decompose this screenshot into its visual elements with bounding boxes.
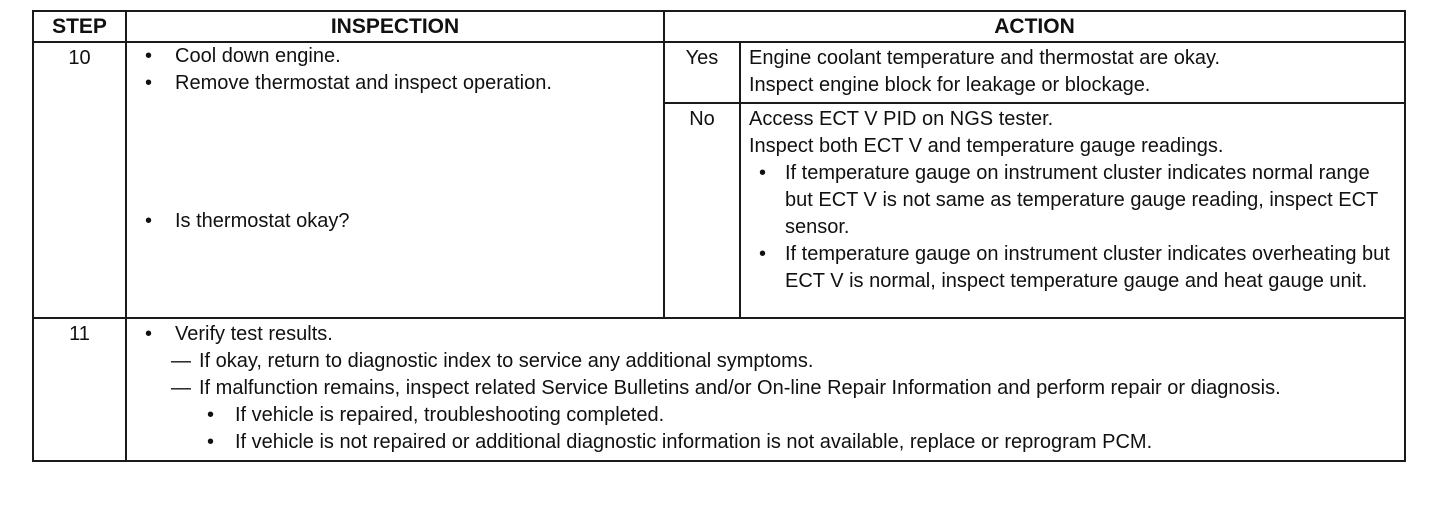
header-row — [33, 11, 1405, 42]
step-10-inspection-list — [127, 43, 663, 97]
dash-mark: — — [171, 350, 191, 372]
list-item: • If vehicle is repaired, troubleshooting completed. — [127, 402, 1398, 429]
dash-item — [127, 348, 1398, 375]
step-11-number: 11 — [33, 318, 126, 461]
header-step: STEP — [33, 11, 126, 42]
list-item: • If vehicle is not repaired or additional diagnostic information is not available, replace or reprogram PCM. — [127, 429, 1398, 456]
step-10-inspection — [126, 42, 664, 318]
list-item: • Cool down engine. — [127, 43, 663, 70]
dash-item — [127, 375, 1398, 402]
step-10-number: 10 — [33, 42, 126, 318]
header-action: ACTION — [664, 11, 1405, 42]
dash-text: If okay, return to diagnostic index to service any additional symptoms. — [199, 350, 814, 372]
no-action-bullets — [749, 160, 1398, 295]
step-11-row — [33, 318, 1405, 461]
list-item: • If temperature gauge on instrument cluster indicates overheating but ECT V is normal, inspect temperature gauge and heat gauge unit. — [749, 241, 1398, 295]
diagnostic-table — [32, 10, 1406, 462]
dash-mark: — — [171, 377, 191, 399]
action-line: Inspect engine block for leakage or blockage. — [749, 74, 1151, 96]
list-item: • If temperature gauge on instrument cluster indicates normal range but ECT V is not same as temperature gauge reading, inspect ECT sensor. — [749, 160, 1398, 241]
action-line: Inspect both ECT V and temperature gauge readings. — [749, 135, 1224, 157]
dash-text: If malfunction remains, inspect related Service Bulletins and/or On-line Repair Information and perform repair or diagnosis. — [199, 377, 1281, 399]
yes-action — [740, 42, 1405, 103]
step-10-yes-row — [33, 42, 1405, 103]
no-label: No — [664, 103, 740, 318]
step-11-bullet — [127, 321, 1398, 348]
action-line: Engine coolant temperature and thermostat are okay. — [749, 47, 1221, 69]
no-action — [740, 103, 1405, 318]
yes-label: Yes — [664, 42, 740, 103]
step-11-content — [126, 318, 1405, 461]
step-10-question — [127, 208, 663, 235]
question-text: • Is thermostat okay? — [127, 208, 663, 235]
step-11-sub-bullets — [127, 402, 1398, 456]
list-item: • Verify test results. — [127, 321, 1398, 348]
header-inspection: INSPECTION — [126, 11, 664, 42]
list-item: • Remove thermostat and inspect operation. — [127, 70, 663, 97]
action-line: Access ECT V PID on NGS tester. — [749, 108, 1054, 130]
